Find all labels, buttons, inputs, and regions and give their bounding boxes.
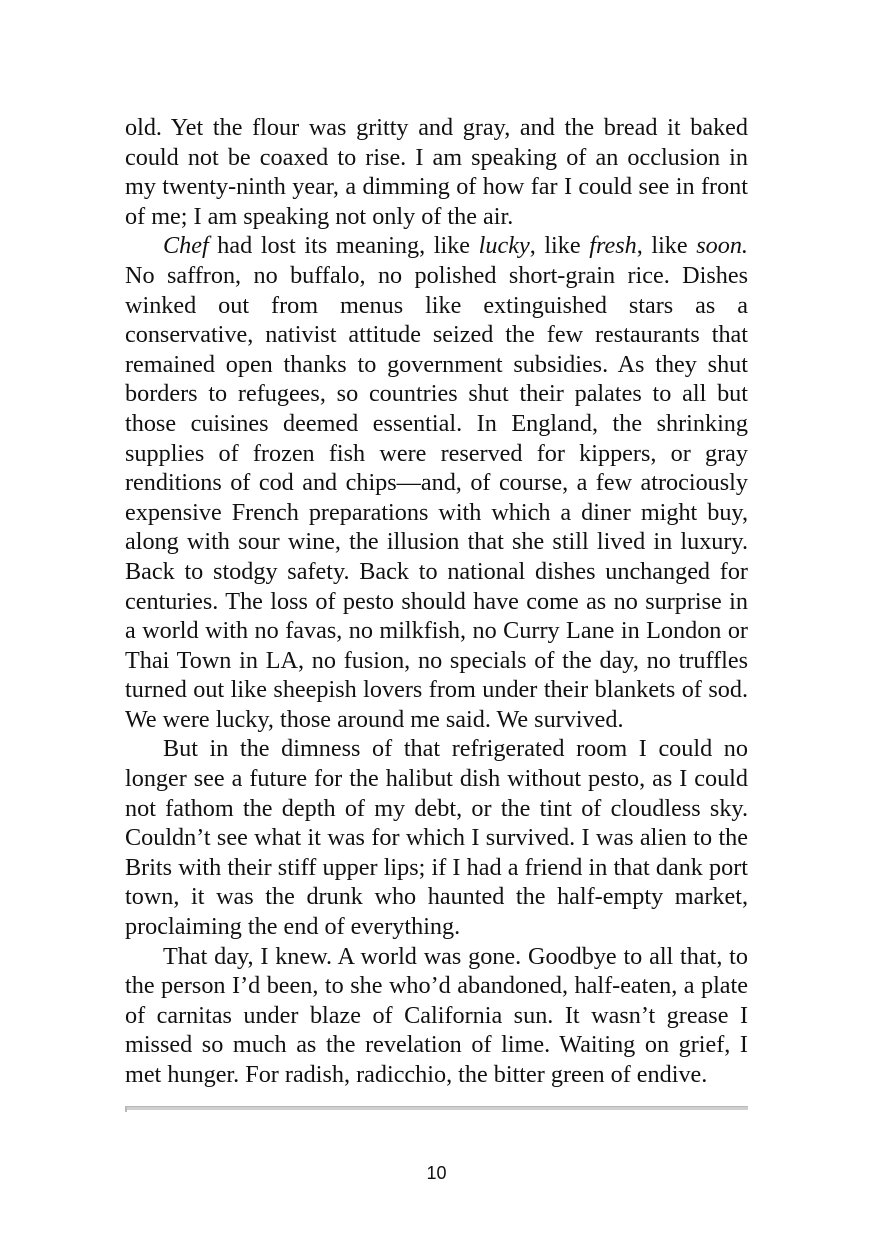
italic-word-soon: soon. xyxy=(696,232,748,260)
text-segment: That day, I knew. A world was gone. Goodbye to all that, to the person I’d been, to she who’d abandoned, half-eaten, a plate of carnitas under blaze of California sun. It wasn’t grease I missed so much as the revelation of lime. Waiting on grief, I met hunger. For radish, radicchio, the bitter green of endive. xyxy=(125,942,748,1088)
footer-divider xyxy=(125,1106,748,1110)
paragraph-1 xyxy=(125,113,748,231)
paragraph-4 xyxy=(125,942,748,1090)
text-segment: , like xyxy=(636,232,697,260)
paragraph-2 xyxy=(125,231,748,734)
text-segment: But in the dimness of that refrigerated room I could no longer see a future for the halibut dish without pesto, as I could not fathom the depth of my debt, or the tint of cloudless sky. Couldn’t see what it was for which I survived. I was alien to the Brits with their stiff upper lips; if I had a friend in that dank port town, it was the drunk who haunted the half-empty market, proclaiming the end of everything. xyxy=(125,735,748,941)
italic-word-lucky: lucky xyxy=(478,232,530,260)
text-segment: old. Yet the flour was gritty and gray, and the bread it baked could not be coaxed to rise. I am speaking of an occlusion in my twenty-ninth year, a dimming of how far I could see in front of me; I am speaking not only of the air. xyxy=(125,114,748,230)
page-number: 10 xyxy=(426,1163,447,1183)
text-segment: had lost its meaning, like xyxy=(208,232,479,260)
body-text xyxy=(125,113,748,1090)
text-segment: No saffron, no buffalo, no polished short-grain rice. Dishes winked out from menus like extinguished stars as a conservative, nativist attitude seized the few restaurants that remained open thanks to government subsidies. As they shut borders to refugees, so countries shut their palates to all but those cuisines deemed essential. In England, the shrinking supplies of frozen fish were reserved for kippers, or gray renditions of cod and chips—and, of course, a few atrociously expensive French preparations with which a diner might buy, along with sour wine, the illusion that she still lived in luxury. Back to stodgy safety. Back to national dishes unchanged for centuries. The loss of pesto should have come as no surprise in a world with no favas, no milkfish, no Curry Lane in London or Thai Town in LA, no fusion, no specials of the day, no truffles turned out like sheepish lovers from under their blankets of sod. We were lucky, those around me said. We survived. xyxy=(125,261,748,733)
paragraph-3 xyxy=(125,734,748,941)
italic-word-chef: Chef xyxy=(163,232,209,260)
italic-word-fresh: fresh xyxy=(589,232,637,260)
text-segment: , like xyxy=(529,232,590,260)
